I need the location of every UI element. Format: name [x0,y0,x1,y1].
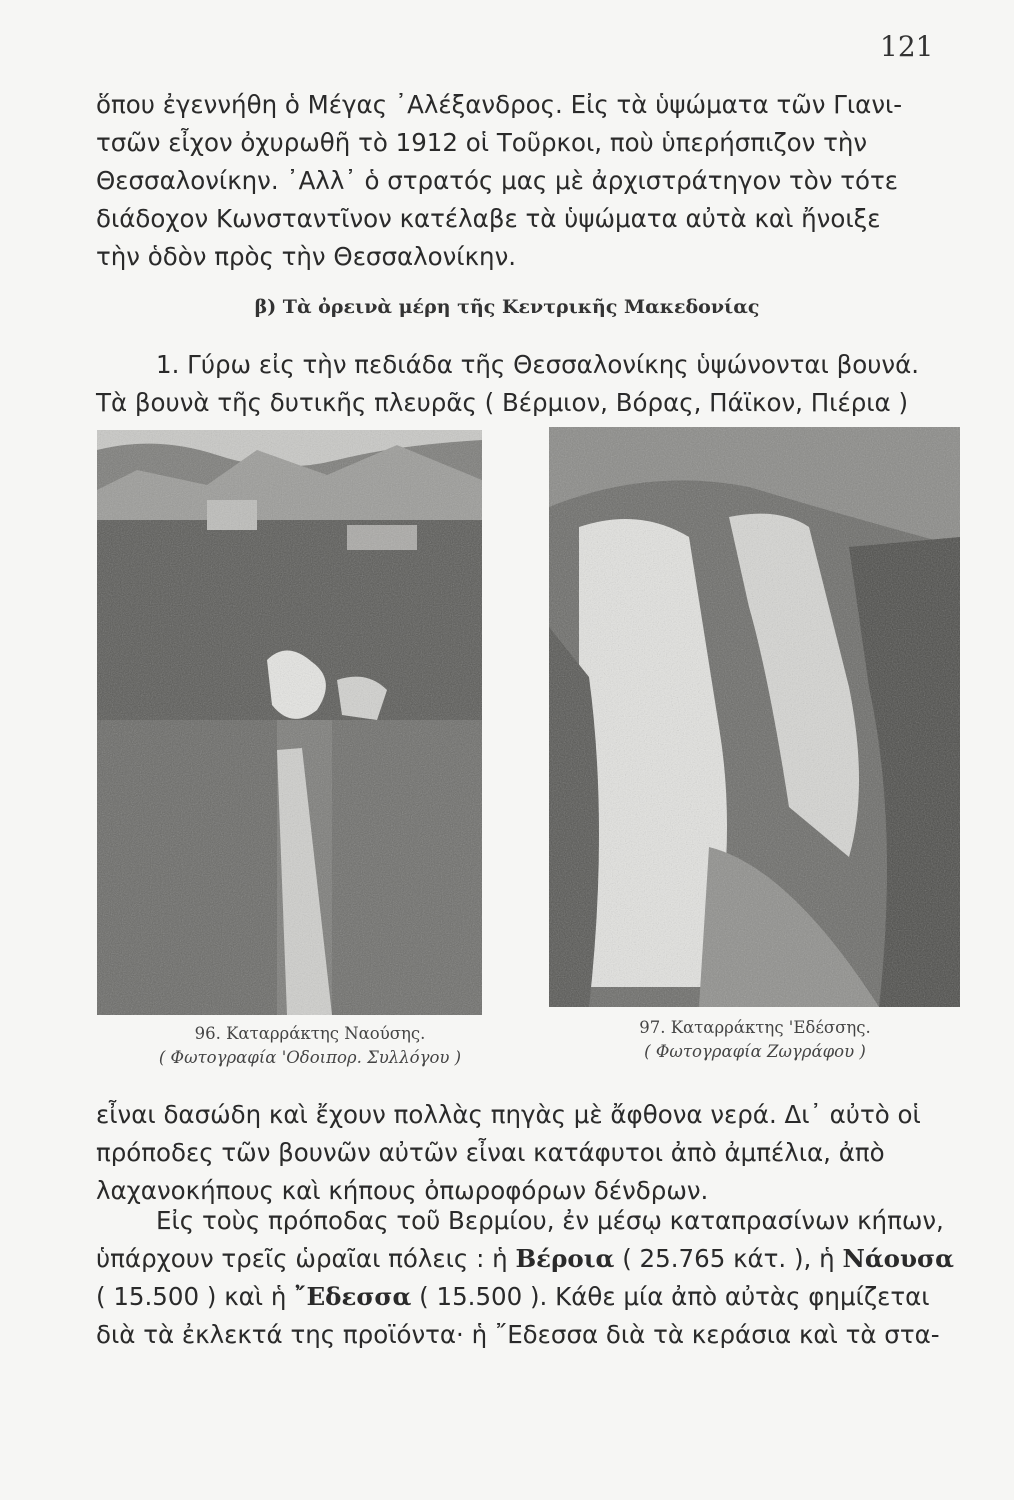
page-number: 121 [880,30,934,63]
text-span: ὑπάρχουν τρεῖς ὡραῖαι πόλεις : ἡ [96,1244,516,1273]
text-line [96,1240,954,1278]
text-line: 1. Γύρω εἰς τὴν πεδιάδα τῆς Θεσσαλονίκης ὑψώνονται βουνά. [156,350,920,379]
caption-credit: ( Φωτογραφία Ζωγράφου ) [644,1042,866,1061]
text-line: ὅπου ἐγεννήθη ὁ Μέγας ᾿Αλέξανδρος. Εἰς τὰ ὑψώματα τῶν Γιανι- [96,90,903,119]
city-name-naousa: Νάουσα [842,1244,954,1273]
section-heading: β) Τὰ ὀρεινὰ μέρη τῆς Κεντρικῆς Μακεδονίας [254,296,760,318]
text-line: Θεσσαλονίκην. ᾿Αλλ᾿ ὁ στρατός μας μὲ ἀρχιστράτηγον τὸν τότε [96,166,898,195]
text-line: τὴν ὁδὸν πρὸς τὴν Θεσσαλονίκην. [96,242,517,271]
text-span: ( 25.765 κάτ. ), ἡ [614,1244,843,1273]
figure-97-caption [545,1016,965,1064]
caption-title: 96. Καταρράκτης Ναούσης. [194,1024,426,1043]
text-line: πρόποδες τῶν βουνῶν αὐτῶν εἶναι κατάφυτοι ἀπὸ ἀμπέλια, ἀπὸ [96,1138,885,1167]
paragraph-4 [96,1202,954,1354]
city-name-edessa: ῎Εδεσσα [294,1282,412,1311]
text-line: λαχανοκήπους καὶ κήπους ὀπωροφόρων δένδρων. [96,1176,709,1205]
text-span: ( 15.500 ). Κάθε μία ἀπὸ αὐτὰς φημίζεται [411,1282,930,1311]
caption-title: 97. Καταρράκτης 'Εδέσσης. [639,1018,871,1037]
paragraph-3 [96,1096,936,1210]
figure-96-caption [110,1022,510,1070]
photo-naousa-waterfall [97,430,482,1015]
text-line: διὰ τὰ ἐκλεκτά της προϊόντα· ἡ ῎Εδεσσα διὰ τὰ κεράσια καὶ τὰ στα- [96,1320,940,1349]
city-name-veroia: Βέροια [515,1244,615,1273]
text-span: ( 15.500 ) καὶ ἡ [96,1282,295,1311]
text-line: εἶναι δασώδη καὶ ἔχουν πολλὰς πηγὰς μὲ ἄφθονα νερά. Δι᾿ αὐτὸ οἱ [96,1100,921,1129]
caption-credit: ( Φωτογραφία 'Οδοιπορ. Συλλόγου ) [158,1048,462,1067]
text-line: Εἰς τοὺς πρόποδας τοῦ Βερμίου, ἐν μέσῳ καταπρασίνων κήπων, [156,1206,944,1235]
paragraph-2 [96,346,936,422]
paragraph-1 [96,86,936,276]
photo-edessa-waterfall [549,427,960,1007]
text-line [96,1278,936,1316]
text-line: τσῶν εἶχον ὀχυρωθῆ τὸ 1912 οἱ Τοῦρκοι, ποὺ ὑπερήσπιζον τὴν [96,128,868,157]
text-line: Τὰ βουνὰ τῆς δυτικῆς πλευρᾶς ( Βέρμιον, Βόρας, Πάϊκον, Πιέρια ) [96,388,909,417]
text-line: διάδοχον Κωνσταντῖνον κατέλαβε τὰ ὑψώματα αὐτὰ καὶ ἤνοιξε [96,204,881,233]
